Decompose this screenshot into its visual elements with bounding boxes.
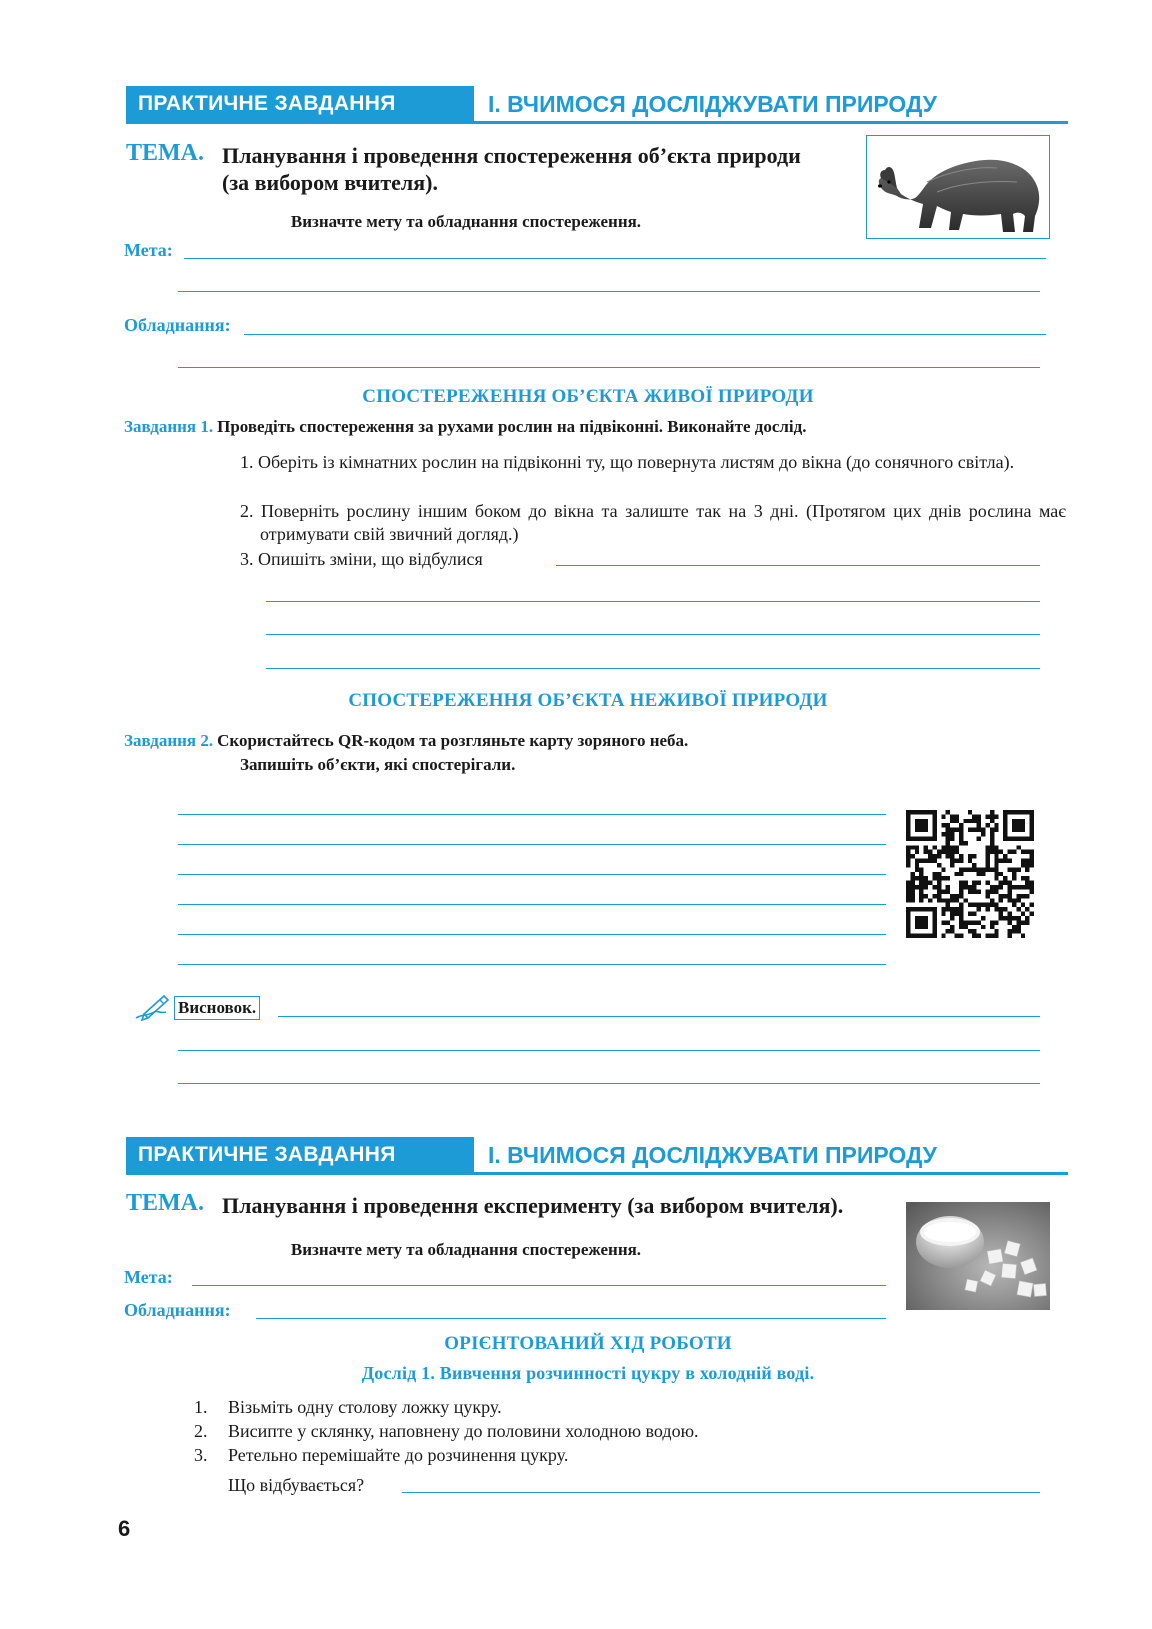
step-number: 2. [194, 1421, 208, 1441]
instruction-2: Визначте мету та обладнання спостереження. [290, 1240, 642, 1259]
answer-line[interactable] [178, 904, 886, 905]
task-1-item: 3. Опишіть зміни, що відбулися [240, 549, 483, 569]
tema-label: ТЕМА. [126, 140, 204, 166]
task-2-text-1: Скористайтесь QR-кодом та розгляньте карту зоряного неба. [217, 731, 689, 750]
meta-label: Мета: [124, 240, 173, 260]
answer-line[interactable] [178, 964, 886, 965]
answer-line[interactable] [266, 601, 1040, 602]
nonliving-nature-heading: СПОСТЕРЕЖЕННЯ ОБ’ЄКТА НЕЖИВОЇ ПРИРОДИ [348, 690, 828, 711]
section-title: І. ВЧИМОСЯ ДОСЛІДЖУВАТИ ПРИРОДУ [488, 91, 937, 117]
living-nature-heading: СПОСТЕРЕЖЕННЯ ОБ’ЄКТА ЖИВОЇ ПРИРОДИ [362, 386, 814, 407]
practical-task-tag: ПРАКТИЧНЕ ЗАВДАННЯ [126, 1137, 474, 1173]
conclusion-line[interactable] [278, 1016, 1040, 1017]
tema-line-1: Планування і проведення спостереження об’єкта природи [222, 143, 801, 168]
conclusion-line[interactable] [178, 1050, 1040, 1051]
tema-label: ТЕМА. [126, 1190, 204, 1216]
pen-icon [130, 990, 174, 1024]
section-header-bar [126, 1137, 1068, 1173]
sugar-image [906, 1202, 1050, 1310]
equipment-label: Обладнання: [124, 315, 231, 335]
procedure-heading: ОРІЄНТОВАНИЙ ХІД РОБОТИ [444, 1333, 732, 1354]
page-number: 6 [118, 1516, 131, 1541]
step-text: Висипте у склянку, наповнену до половини холодною водою. [228, 1421, 699, 1441]
step-number: 3. [194, 1445, 208, 1465]
task-1-text: Проведіть спостереження за рухами рослин на підвіконні. Виконайте дослід. [217, 417, 807, 436]
conclusion-label: Висновок. [174, 996, 260, 1020]
meta-input-line[interactable] [184, 258, 1046, 259]
task-2-text-2: Запишіть об’єкти, які спостерігали. [240, 755, 516, 774]
answer-line[interactable] [178, 814, 886, 815]
answer-line[interactable] [402, 1492, 1040, 1493]
qr-code[interactable] [906, 810, 1034, 938]
answer-line[interactable] [178, 874, 886, 875]
task-2-label: Завдання 2. [124, 731, 214, 750]
answer-line[interactable] [266, 668, 1040, 669]
bear-image [866, 135, 1050, 239]
question-text: Що відбувається? [228, 1475, 365, 1495]
task-1-item: 1. Оберіть із кімнатних рослин на підвіконні ту, що повернута листям до вікна (до сонячного світла). [240, 452, 1015, 472]
task-1-item: 2. Поверніть рослину іншим боком до вікна та залиште так на 3 дні. (Протягом цих днів рослина має отримувати свій звичний догляд.) [240, 501, 1066, 544]
equipment-input-line[interactable] [256, 1318, 886, 1319]
section-header-bar [126, 86, 1068, 122]
equipment-input-line[interactable] [178, 367, 1040, 368]
task-2 [124, 731, 688, 751]
instruction-1: Визначте мету та обладнання спостереження. [290, 212, 642, 231]
step-text: Ретельно перемішайте до розчинення цукру. [228, 1445, 569, 1465]
answer-line[interactable] [266, 634, 1040, 635]
meta-input-line[interactable] [192, 1285, 886, 1286]
step-number: 1. [194, 1397, 208, 1417]
section-title: І. ВЧИМОСЯ ДОСЛІДЖУВАТИ ПРИРОДУ [488, 1142, 937, 1168]
task-1-label: Завдання 1. [124, 417, 214, 436]
answer-line[interactable] [556, 565, 1040, 566]
equipment-input-line[interactable] [244, 334, 1046, 335]
equipment-label: Обладнання: [124, 1300, 231, 1320]
practical-task-tag: ПРАКТИЧНЕ ЗАВДАННЯ [126, 86, 474, 122]
header-rule [126, 121, 1068, 124]
answer-line[interactable] [178, 844, 886, 845]
header-rule [126, 1172, 1068, 1175]
answer-line[interactable] [178, 934, 886, 935]
task-1 [124, 417, 807, 437]
meta-input-line[interactable] [178, 291, 1040, 292]
step-text: Візьміть одну столову ложку цукру. [228, 1397, 502, 1417]
conclusion-line[interactable] [178, 1083, 1040, 1084]
tema-text: Планування і проведення експерименту (за вибором вчителя). [222, 1193, 844, 1218]
tema-line-2: (за вибором вчителя). [222, 170, 439, 195]
experiment-title: Дослід 1. Вивчення розчинності цукру в холодній воді. [361, 1363, 815, 1383]
meta-label: Мета: [124, 1267, 173, 1287]
